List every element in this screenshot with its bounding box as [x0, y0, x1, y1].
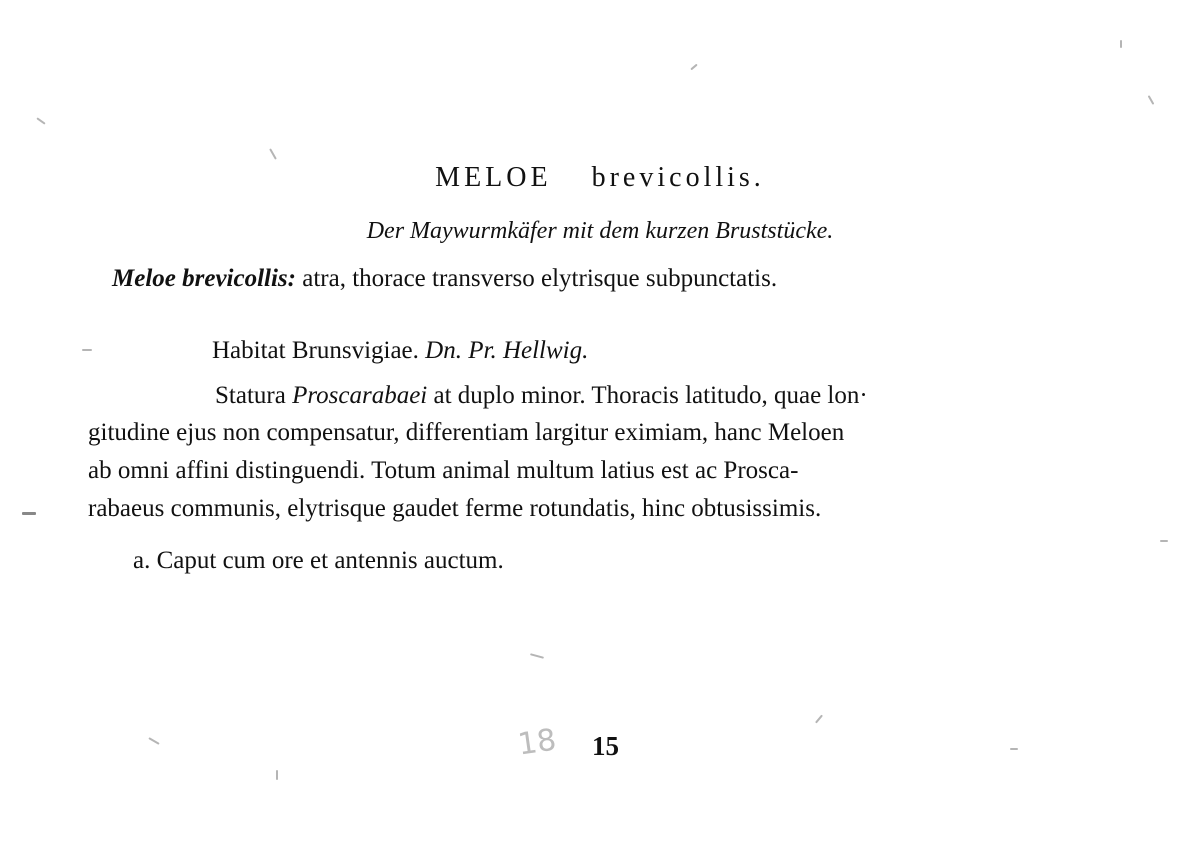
paper-speck	[1160, 540, 1168, 542]
title-species: brevicollis.	[591, 162, 765, 193]
description-line-4: rabaeus communis, elytrisque gaudet ferme rotundatis, hinc obtusissimis.	[88, 495, 822, 522]
description-line-1-italic: Proscarabaei	[292, 382, 428, 409]
page-title	[0, 163, 1200, 193]
paper-speck	[22, 512, 36, 515]
paper-speck	[1148, 95, 1155, 105]
paper-speck	[36, 117, 45, 124]
diagnosis-name: Meloe brevicollis:	[112, 265, 296, 292]
figure-caption: a. Caput cum ore et antennis auctum.	[133, 547, 504, 574]
paper-speck	[690, 64, 697, 71]
title-genus: MELOE	[435, 162, 552, 193]
description-line-1	[215, 381, 868, 411]
description-line-1-end: at duplo minor. Thoracis latitudo, quae lon·	[427, 382, 868, 409]
german-subtitle: Der Maywurmkäfer mit dem kurzen Bruststücke.	[366, 218, 834, 244]
paper-speck	[269, 148, 277, 159]
paper-speck	[530, 653, 544, 659]
paper-speck	[82, 349, 92, 351]
habitat-line	[212, 336, 588, 366]
species-diagnosis	[112, 264, 777, 294]
description-line-2: gitudine ejus non compensatur, differentiam largitur eximiam, hanc Meloen	[88, 419, 845, 446]
paper-speck	[815, 715, 823, 724]
paper-speck	[148, 737, 159, 745]
habitat-collector: Dn. Pr. Hellwig.	[425, 337, 589, 364]
description-line-3: ab omni affini distinguendi. Totum animal multum latius est ac Prosca-	[88, 457, 799, 484]
page-number: 15	[592, 731, 619, 761]
paper-speck	[1120, 40, 1122, 48]
handwritten-mark: 18	[515, 722, 559, 763]
paper-speck	[1010, 748, 1018, 750]
diagnosis-text: atra, thorace transverso elytrisque subpunctatis.	[295, 265, 778, 292]
habitat-text: Habitat Brunsvigiae.	[212, 337, 426, 364]
paper-speck	[276, 770, 278, 780]
description-line-1-start: Statura	[215, 382, 293, 409]
